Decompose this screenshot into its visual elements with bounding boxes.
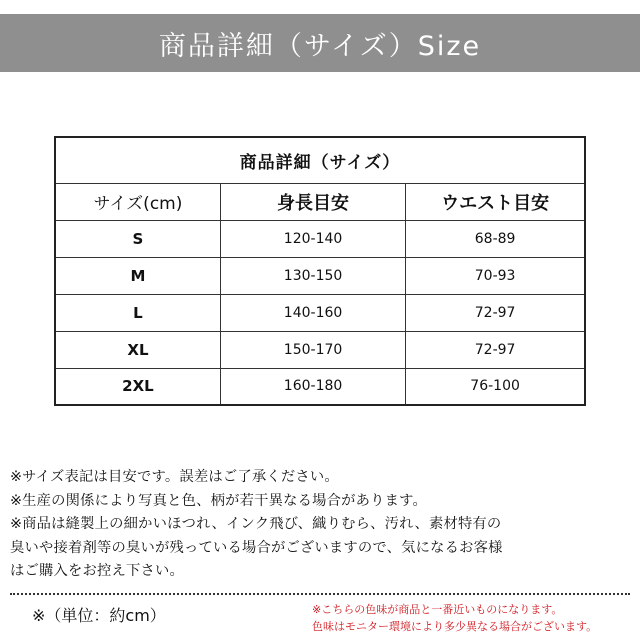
height-cell: 120-140 xyxy=(220,220,405,257)
table-row xyxy=(55,331,585,368)
note-line: 臭いや接着剤等の臭いが残っている場合がございますので、気になるお客様 xyxy=(10,539,503,556)
size-cell: L xyxy=(55,294,220,331)
waist-cell: 76-100 xyxy=(406,368,585,405)
color-disclaimer xyxy=(312,601,634,635)
size-table xyxy=(54,136,586,406)
table-caption: 商品詳細（サイズ） xyxy=(55,137,585,183)
note-line: はご購入をお控え下さい。 xyxy=(10,563,184,579)
size-table-container xyxy=(54,136,586,406)
table-row xyxy=(55,294,585,331)
size-cell: M xyxy=(55,257,220,294)
table-row xyxy=(55,257,585,294)
disclaimer-line: ※こちらの色味が商品と一番近いものになります。 xyxy=(312,603,563,616)
waist-cell: 68-89 xyxy=(406,220,585,257)
height-cell: 160-180 xyxy=(220,368,405,405)
table-header-row xyxy=(55,183,585,220)
column-header-waist: ウエスト目安 xyxy=(406,183,585,220)
height-cell: 150-170 xyxy=(220,331,405,368)
height-cell: 140-160 xyxy=(220,294,405,331)
column-header-size: サイズ(cm) xyxy=(55,183,220,220)
table-row xyxy=(55,368,585,405)
notes-block xyxy=(10,466,632,584)
height-cell: 130-150 xyxy=(220,257,405,294)
note-line: ※サイズ表記は目安です。誤差はご了承ください。 xyxy=(10,469,339,485)
waist-cell: 70-93 xyxy=(406,257,585,294)
banner-title: 商品詳細（サイズ）Size xyxy=(158,30,482,62)
waist-cell: 72-97 xyxy=(406,331,585,368)
unit-note: ※（単位：約cm） xyxy=(32,606,166,625)
size-cell: S xyxy=(55,220,220,257)
size-cell: 2XL xyxy=(55,368,220,405)
note-line: ※商品は縫製上の細かいほつれ、インク飛び、織りむら、汚れ、素材特有の xyxy=(10,516,502,532)
size-cell: XL xyxy=(55,331,220,368)
column-header-height: 身長目安 xyxy=(220,183,405,220)
waist-cell: 72-97 xyxy=(406,294,585,331)
dotted-divider xyxy=(10,593,630,595)
table-row xyxy=(55,220,585,257)
disclaimer-line: 色味はモニター環境により多少異なる場合がございます。 xyxy=(312,620,598,633)
title-banner xyxy=(0,14,640,72)
note-line: ※生産の関係により写真と色、柄が若干異なる場合があります。 xyxy=(10,492,427,509)
